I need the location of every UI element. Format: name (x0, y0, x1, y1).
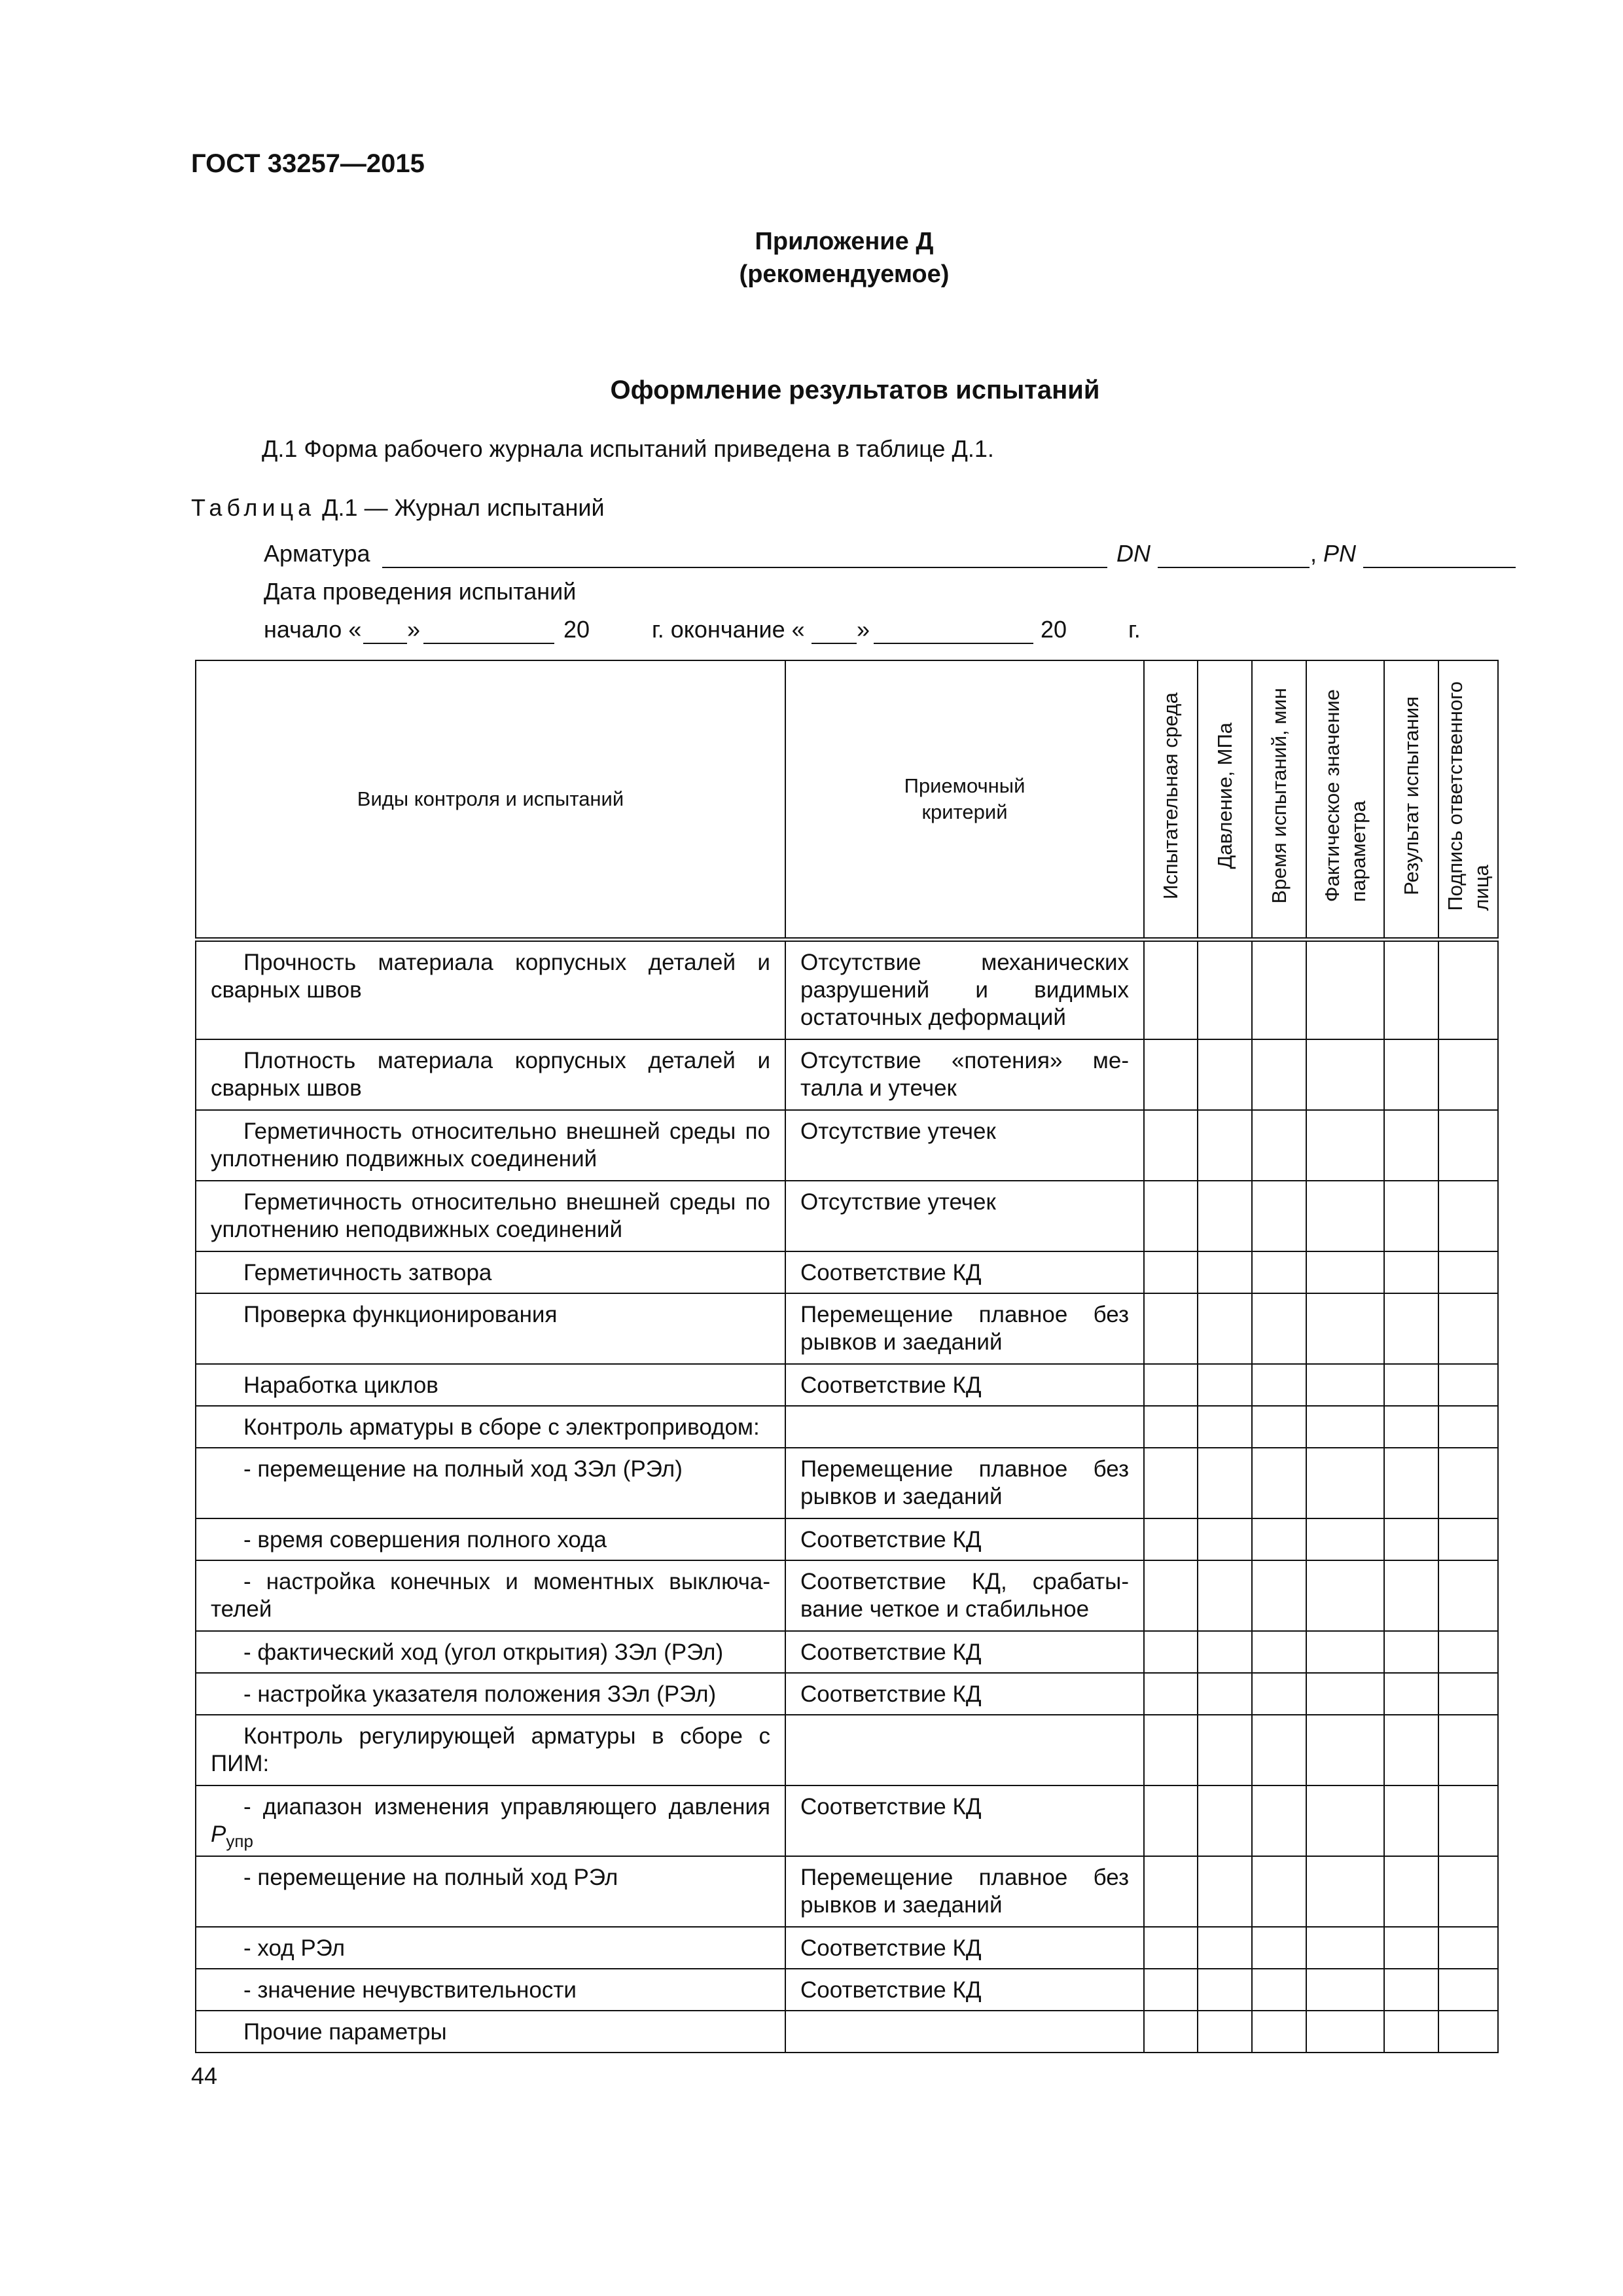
cell-medium[interactable] (1144, 1715, 1198, 1785)
col-actual-label-1: Фактическое значение (1320, 689, 1344, 903)
cell-medium[interactable] (1144, 1969, 1198, 2011)
cell-medium[interactable] (1144, 1785, 1198, 1856)
cell-medium[interactable] (1144, 1406, 1198, 1448)
cell-result[interactable] (1384, 1448, 1438, 1518)
page-number: 44 (191, 2062, 218, 2089)
appendix-title: Приложение Д (755, 228, 934, 255)
col-signature (1438, 660, 1498, 940)
cell-result[interactable] (1384, 1673, 1438, 1715)
cell-signature[interactable] (1438, 1518, 1498, 1560)
cell-pressure[interactable] (1198, 1518, 1252, 1560)
cell-medium[interactable] (1144, 1927, 1198, 1969)
cell-result[interactable] (1384, 1927, 1438, 1969)
armatura-field[interactable] (382, 567, 1107, 568)
cell-actual[interactable] (1306, 1856, 1384, 1927)
cell-signature[interactable] (1438, 1251, 1498, 1293)
cell-result[interactable] (1384, 1631, 1438, 1673)
cell-time[interactable] (1252, 1560, 1306, 1631)
row-criterion: Соответствие КД (785, 1251, 1144, 1293)
table-row (196, 1039, 1498, 1110)
end-quote-close: » (857, 616, 870, 643)
col-types (196, 660, 785, 940)
cell-time[interactable] (1252, 1293, 1306, 1364)
cell-actual[interactable] (1306, 1785, 1384, 1856)
row-criterion: Перемещение плавное без рывков и заеданий (785, 1293, 1144, 1364)
start-label: начало « (264, 616, 362, 643)
table-row (196, 1715, 1498, 1785)
cell-result[interactable] (1384, 1715, 1438, 1785)
start-quote-close: » (407, 616, 421, 643)
row-criterion: Соответствие КД, срабатывание четкое и стабильное (785, 1560, 1144, 1631)
cell-time[interactable] (1252, 1856, 1306, 1927)
row-name-text: - диапазон изменения управляющего давления (243, 1793, 770, 1820)
cell-result[interactable] (1384, 1251, 1438, 1293)
start-year-prefix: 20 (563, 616, 590, 643)
cell-pressure[interactable] (1198, 1715, 1252, 1785)
appendix-subtitle: (рекомендуемое) (739, 260, 950, 289)
table-row (196, 1364, 1498, 1406)
cell-pressure[interactable] (1198, 1251, 1252, 1293)
col-signature-label-1: Подпись ответственного (1443, 681, 1467, 911)
dn-label: DN (1116, 540, 1150, 567)
row-criterion (785, 2011, 1144, 2053)
row-name: Наработка циклов (196, 1364, 785, 1406)
table-caption-prefix: Таблица (191, 494, 316, 521)
header-row (196, 660, 1498, 940)
cell-actual[interactable] (1306, 1251, 1384, 1293)
row-criterion: Соответствие КД (785, 1785, 1144, 1856)
row-name: Плотность материала корпусных деталей и сварных швов (196, 1039, 785, 1110)
cell-actual[interactable] (1306, 1448, 1384, 1518)
row-name: Герметичность относительно внешней среды по уплотнению подвижных соединений (196, 1110, 785, 1181)
cell-pressure[interactable] (1198, 1364, 1252, 1406)
appendix-heading (0, 225, 1623, 291)
table-caption-text: Д.1 — Журнал испытаний (322, 494, 605, 521)
cell-pressure[interactable] (1198, 1293, 1252, 1364)
table-row (196, 1293, 1498, 1364)
cell-actual[interactable] (1306, 1560, 1384, 1631)
cell-signature[interactable] (1438, 1927, 1498, 1969)
cell-medium[interactable] (1144, 1293, 1198, 1364)
cell-medium[interactable] (1144, 1673, 1198, 1715)
cell-result[interactable] (1384, 1039, 1438, 1110)
cell-medium[interactable] (1144, 1251, 1198, 1293)
table-row (196, 1785, 1498, 1856)
cell-signature[interactable] (1438, 1293, 1498, 1364)
pn-label: PN (1323, 540, 1357, 567)
row-name: Прочность материала корпусных деталей и сварных швов (196, 940, 785, 1039)
row-name: - ход РЭл (196, 1927, 785, 1969)
table-row (196, 1927, 1498, 1969)
table-row (196, 1631, 1498, 1673)
cell-medium[interactable] (1144, 1110, 1198, 1181)
cell-time[interactable] (1252, 2011, 1306, 2053)
cell-result[interactable] (1384, 1181, 1438, 1251)
row-criterion: Отсутствие утечек (785, 1181, 1144, 1251)
cell-time[interactable] (1252, 1785, 1306, 1856)
cell-result[interactable] (1384, 1293, 1438, 1364)
cell-pressure[interactable] (1198, 940, 1252, 1039)
cell-result[interactable] (1384, 1785, 1438, 1856)
end-day-field[interactable] (812, 643, 857, 644)
cell-actual[interactable] (1306, 1927, 1384, 1969)
cell-medium[interactable] (1144, 1448, 1198, 1518)
cell-time[interactable] (1252, 1631, 1306, 1673)
cell-time[interactable] (1252, 1251, 1306, 1293)
col-pressure-label: Давление, МПа (1213, 723, 1236, 869)
cell-pressure[interactable] (1198, 1448, 1252, 1518)
cell-actual[interactable] (1306, 1293, 1384, 1364)
cell-actual[interactable] (1306, 1518, 1384, 1560)
cell-signature[interactable] (1438, 2011, 1498, 2053)
cell-actual[interactable] (1306, 1969, 1384, 2011)
col-medium (1144, 660, 1198, 940)
cell-actual[interactable] (1306, 1673, 1384, 1715)
row-criterion: Отсутствие «потения» металла и утечек (785, 1039, 1144, 1110)
cell-pressure[interactable] (1198, 1856, 1252, 1927)
cell-actual[interactable] (1306, 1110, 1384, 1181)
cell-medium[interactable] (1144, 1518, 1198, 1560)
cell-medium[interactable] (1144, 1364, 1198, 1406)
end-label: г. окончание « (652, 616, 805, 643)
cell-medium[interactable] (1144, 940, 1198, 1039)
row-criterion: Соответствие КД (785, 1631, 1144, 1673)
row-name: Контроль арматуры в сборе с электроприводом: (196, 1406, 785, 1448)
symbol-subscript: упр (226, 1831, 253, 1851)
cell-signature[interactable] (1438, 1560, 1498, 1631)
table-row (196, 1406, 1498, 1448)
cell-medium[interactable] (1144, 1856, 1198, 1927)
cell-signature[interactable] (1438, 1785, 1498, 1856)
row-criterion: Соответствие КД (785, 1518, 1144, 1560)
cell-time[interactable] (1252, 1673, 1306, 1715)
table-row (196, 940, 1498, 1039)
cell-actual[interactable] (1306, 1039, 1384, 1110)
start-month-field[interactable] (423, 643, 554, 644)
row-criterion (785, 1715, 1144, 1785)
cell-time[interactable] (1252, 1927, 1306, 1969)
row-criterion (785, 1406, 1144, 1448)
cell-pressure[interactable] (1198, 1631, 1252, 1673)
test-journal-table (195, 660, 1499, 2053)
cell-time[interactable] (1252, 1039, 1306, 1110)
cell-signature[interactable] (1438, 1110, 1498, 1181)
cell-pressure[interactable] (1198, 1785, 1252, 1856)
section-title: Оформление результатов испытаний (610, 376, 1100, 404)
table-row (196, 1110, 1498, 1181)
table-row (196, 1518, 1498, 1560)
col-medium-label: Испытательная среда (1159, 692, 1182, 899)
row-name: Герметичность затвора (196, 1251, 785, 1293)
cell-result[interactable] (1384, 1856, 1438, 1927)
cell-time[interactable] (1252, 1364, 1306, 1406)
cell-result[interactable] (1384, 1364, 1438, 1406)
row-criterion: Перемещение плавное без рывков и заеданий (785, 1856, 1144, 1927)
cell-time[interactable] (1252, 940, 1306, 1039)
cell-actual[interactable] (1306, 1631, 1384, 1673)
row-name: - настройка указателя положения ЗЭл (РЭл) (196, 1673, 785, 1715)
cell-time[interactable] (1252, 1110, 1306, 1181)
row-name: - настройка конечных и моментных выключателей (196, 1560, 785, 1631)
cell-pressure[interactable] (1198, 1181, 1252, 1251)
dn-comma: , (1310, 540, 1317, 567)
cell-pressure[interactable] (1198, 1673, 1252, 1715)
cell-pressure[interactable] (1198, 1406, 1252, 1448)
cell-signature[interactable] (1438, 1181, 1498, 1251)
cell-medium[interactable] (1144, 1181, 1198, 1251)
row-criterion: Отсутствие утечек (785, 1110, 1144, 1181)
col-time-label: Время испытаний, мин (1267, 688, 1291, 904)
table-row (196, 1181, 1498, 1251)
cell-actual[interactable] (1306, 1406, 1384, 1448)
cell-signature[interactable] (1438, 1631, 1498, 1673)
table-row (196, 1251, 1498, 1293)
row-name: Прочие параметры (196, 2011, 785, 2053)
cell-signature[interactable] (1438, 1448, 1498, 1518)
cell-time[interactable] (1252, 1181, 1306, 1251)
end-year-prefix: 20 (1041, 616, 1067, 643)
cell-actual[interactable] (1306, 1715, 1384, 1785)
col-result (1384, 660, 1438, 940)
row-criterion: Соответствие КД (785, 1927, 1144, 1969)
cell-medium[interactable] (1144, 1039, 1198, 1110)
row-name (196, 1785, 785, 1856)
row-name: - время совершения полного хода (196, 1518, 785, 1560)
table-row (196, 1673, 1498, 1715)
cell-signature[interactable] (1438, 940, 1498, 1039)
col-actual-label-2: параметра (1346, 800, 1370, 903)
row-name: - фактический ход (угол открытия) ЗЭл (РЭл) (196, 1631, 785, 1673)
row-criterion: Соответствие КД (785, 1673, 1144, 1715)
cell-signature[interactable] (1438, 1969, 1498, 2011)
cell-result[interactable] (1384, 1110, 1438, 1181)
row-name: - перемещение на полный ход ЗЭл (РЭл) (196, 1448, 785, 1518)
cell-time[interactable] (1252, 1715, 1306, 1785)
cell-medium[interactable] (1144, 2011, 1198, 2053)
cell-result[interactable] (1384, 1518, 1438, 1560)
date-label: Дата проведения испытаний (264, 578, 577, 605)
row-criterion: Отсутствие механических разрушений и видимых остаточных деформаций (785, 940, 1144, 1039)
table-row (196, 1969, 1498, 2011)
cell-pressure[interactable] (1198, 1039, 1252, 1110)
table-row (196, 2011, 1498, 2053)
cell-signature[interactable] (1438, 1364, 1498, 1406)
year-suffix: г. (1128, 616, 1141, 643)
cell-time[interactable] (1252, 1448, 1306, 1518)
col-result-label: Результат испытания (1399, 696, 1423, 895)
cell-medium[interactable] (1144, 1560, 1198, 1631)
col-time (1252, 660, 1306, 940)
cell-result[interactable] (1384, 1560, 1438, 1631)
table-caption (191, 493, 605, 522)
cell-actual[interactable] (1306, 1364, 1384, 1406)
row-criterion: Соответствие КД (785, 1364, 1144, 1406)
cell-pressure[interactable] (1198, 1560, 1252, 1631)
cell-pressure[interactable] (1198, 1110, 1252, 1181)
dn-field[interactable] (1158, 567, 1310, 568)
start-day-field[interactable] (363, 643, 407, 644)
table-row (196, 1560, 1498, 1631)
row-name: - перемещение на полный ход РЭл (196, 1856, 785, 1927)
row-name: Герметичность относительно внешней среды по уплотнению неподвижных соединений (196, 1181, 785, 1251)
cell-actual[interactable] (1306, 1181, 1384, 1251)
cell-result[interactable] (1384, 1406, 1438, 1448)
table-row (196, 1448, 1498, 1518)
cell-signature[interactable] (1438, 1856, 1498, 1927)
cell-pressure[interactable] (1198, 2011, 1252, 2053)
cell-actual[interactable] (1306, 940, 1384, 1039)
row-criterion: Соответствие КД (785, 1969, 1144, 2011)
col-actual (1306, 660, 1384, 940)
cell-time[interactable] (1252, 1406, 1306, 1448)
document-code: ГОСТ 33257—2015 (191, 149, 425, 178)
row-name: - значение нечувствительности (196, 1969, 785, 2011)
symbol-p: P (211, 1821, 226, 1847)
cell-result[interactable] (1384, 940, 1438, 1039)
end-month-field[interactable] (874, 643, 1033, 644)
col-criterion (785, 660, 1144, 940)
cell-pressure[interactable] (1198, 1927, 1252, 1969)
col-criterion-label: Приемочный критерий (904, 774, 1026, 823)
row-criterion: Перемещение плавное без рывков и заеданий (785, 1448, 1144, 1518)
cell-time[interactable] (1252, 1969, 1306, 2011)
cell-time[interactable] (1252, 1518, 1306, 1560)
table-row (196, 1856, 1498, 1927)
cell-signature[interactable] (1438, 1406, 1498, 1448)
armatura-label: Арматура (264, 540, 370, 567)
row-name: Контроль регулирующей арматуры в сборе с ПИМ: (196, 1715, 785, 1785)
cell-result[interactable] (1384, 1969, 1438, 2011)
col-signature-label-2: лица (1469, 864, 1493, 911)
cell-medium[interactable] (1144, 1631, 1198, 1673)
col-types-label: Виды контроля и испытаний (357, 787, 624, 810)
col-pressure (1198, 660, 1252, 940)
cell-signature[interactable] (1438, 1673, 1498, 1715)
cell-actual[interactable] (1306, 2011, 1384, 2053)
cell-result[interactable] (1384, 2011, 1438, 2053)
intro-paragraph: Д.1 Форма рабочего журнала испытаний приведена в таблице Д.1. (262, 435, 994, 462)
cell-signature[interactable] (1438, 1715, 1498, 1785)
row-name: Проверка функционирования (196, 1293, 785, 1364)
pn-field[interactable] (1363, 567, 1516, 568)
cell-pressure[interactable] (1198, 1969, 1252, 2011)
cell-signature[interactable] (1438, 1039, 1498, 1110)
